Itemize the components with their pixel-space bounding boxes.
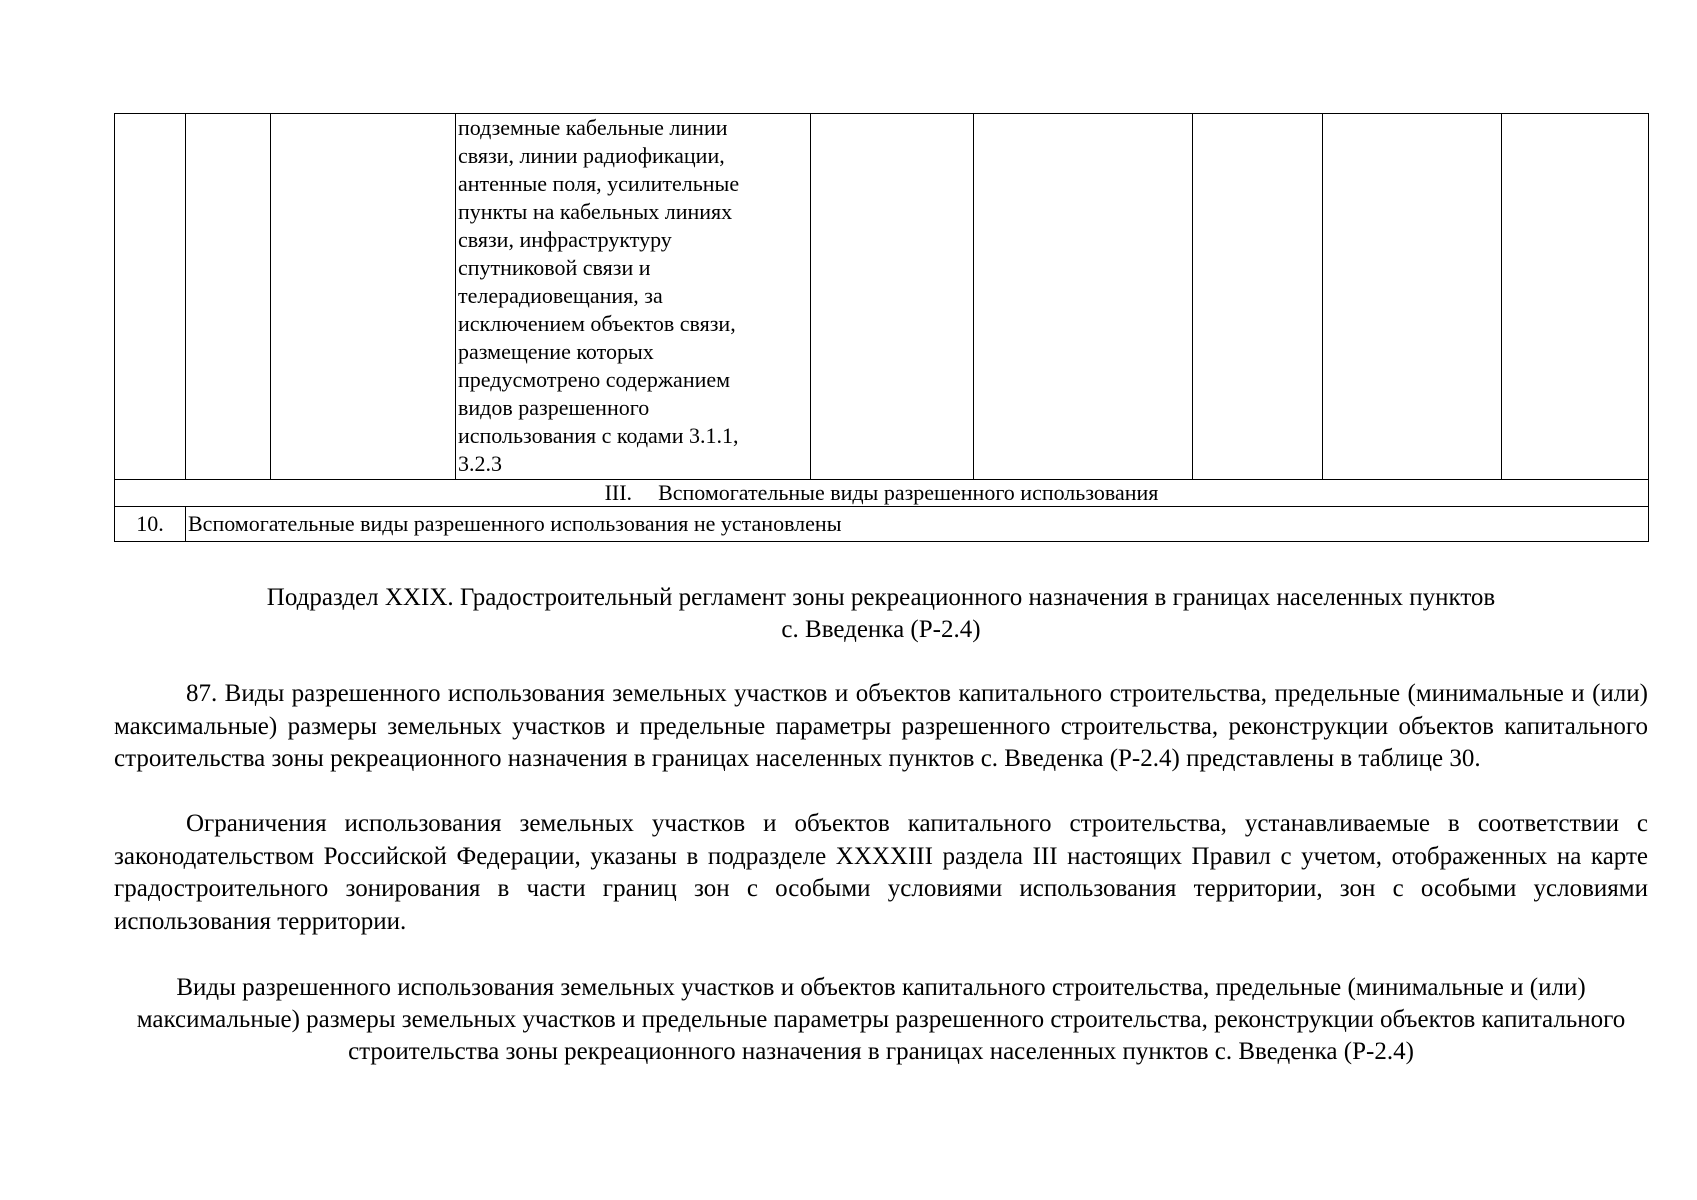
section-number: III. (604, 480, 633, 505)
table-row (115, 507, 1649, 542)
section-title: Вспомогательные виды разрешенного использования (658, 480, 1159, 505)
row-text-cell: Вспомогательные виды разрешенного использования не установлены (186, 507, 1649, 542)
subsection-heading-line1: Подраздел XXIX. Градостроительный регламент зоны рекреационного назначения в границах населенных пунктов (266, 584, 1496, 611)
paragraph-restrictions-block (114, 808, 1648, 938)
section-header-row (115, 480, 1649, 507)
table-row (115, 114, 1649, 480)
table-caption: Виды разрешенного использования земельных участков и объектов капитального строительства, предельные (минимальные и (или) максимальные) размеры земельных участков и предельные параметры разрешенного строительства, реконструкции объектов капитального строительства зоны рекреационного назначения в границах населенных пунктов с. Введенка (Р-2.4) (136, 974, 1626, 1065)
table-cell (115, 114, 186, 480)
section-header-cell (115, 480, 1649, 507)
paragraph-87: 87. Виды разрешенного использования земельных участков и объектов капитального строительства, предельные (минимальные и (или) максимальные) размеры земельных участков и предельные параметры разрешенного строительства, реконструкции объектов капитального строительства зоны рекреационного назначения в границах населенных пунктов с. Введенка (Р-2.4) представлены в таблице 30. (114, 680, 1648, 772)
table-cell (974, 114, 1193, 480)
subsection-heading-line2: с. Введенка (Р-2.4) (781, 616, 981, 643)
subsection-heading (114, 582, 1648, 646)
paragraph-restrictions: Ограничения использования земельных участков и объектов капитального строительства, устанавливаемые в соответствии с законодательством Российской Федерации, указаны в подразделе XXXXIII раздела III настоящих Правил с учетом, отображенных на карте градостроительного зонирования в части границ зон с особыми условиями использования территории, зон с особыми условиями использования территории. (114, 810, 1648, 935)
use-description-cell: подземные кабельные линии связи, линии радиофикации, антенные поля, усилительные пункты на кабельных линиях связи, инфраструктуру спутниковой связи и телерадиовещания, за исключением объектов связи, размещение которых предусмотрено содержанием видов разрешенного использования с кодами 3.1.1, 3.2.3 (456, 114, 811, 480)
table-cell (186, 114, 271, 480)
table-cell (271, 114, 456, 480)
regulation-table (114, 113, 1649, 542)
table-cell (1323, 114, 1502, 480)
table-cell (1193, 114, 1323, 480)
row-number-cell: 10. (115, 507, 186, 542)
table-cell (1502, 114, 1649, 480)
table-cell (811, 114, 974, 480)
paragraph-87-block (114, 678, 1648, 776)
